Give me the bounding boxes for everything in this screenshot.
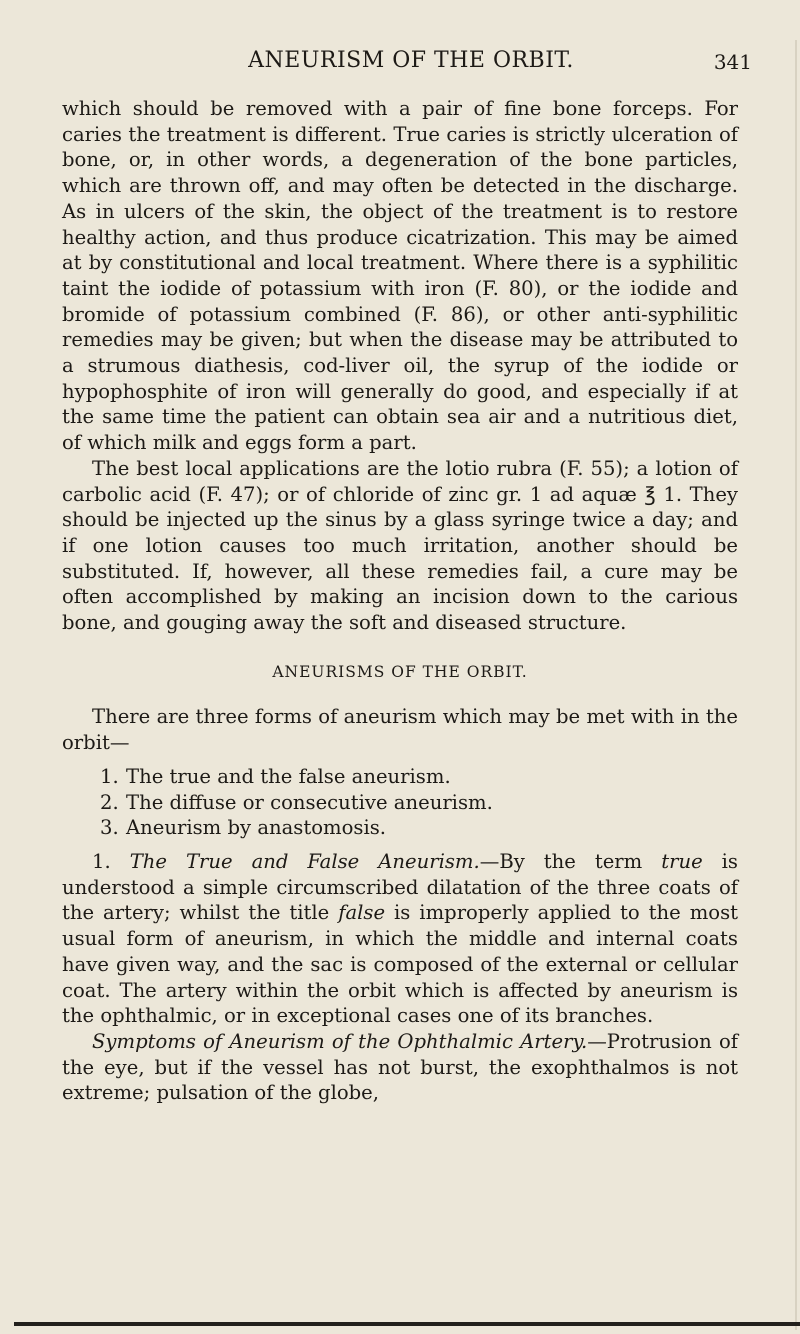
body-text — [62, 96, 738, 1106]
paragraph-three-forms: There are three forms of aneurism which may be met with in the orbit— — [62, 705, 738, 755]
paragraph-text: is understood a simple circumscribed dilatation of the three coats of the artery; whilst the title — [62, 849, 738, 925]
list-item — [62, 790, 738, 816]
paragraph-symptoms — [62, 1029, 738, 1106]
list-item-number: 3. — [100, 816, 119, 840]
list-item — [62, 815, 738, 841]
paragraph-caries-treatment: which should be removed with a pair of fine bone forceps. For caries the treatment is different. True caries is strictly ulceration of bone, or, in other words, a degeneration of the bone particles, which are thrown off, and may often be detected in the discharge. As in ulcers of the skin, the object of the treatment is to restore healthy action, and thus produce cicatrization. This may be aimed at by constitutional and local treatment. Where there is a syphilitic taint the iodide of potassium with iron (F. 80), or the iodide and bromide of potassium combined (F. 86), or other anti-syphilitic remedies may be given; but when the disease may be attributed to a strumous diathesis, cod-liver oil, the syrup of the iodide or hypophosphite of iron will generally do good, and especially if at the same time the patient can obtain sea air and a nutritious diet, of which milk and eggs form a part. — [62, 97, 738, 455]
paragraph-text: —Protrusion of the eye, but if the vessel has not burst, the exophthalmos is not extreme; pulsation of the globe, — [62, 1029, 738, 1105]
list-item — [62, 764, 738, 790]
running-title: ANEURISM OF THE ORBIT. — [248, 48, 574, 73]
list-item-number: 1. — [100, 764, 119, 788]
page-bottom-edge — [14, 1322, 800, 1326]
subsection-title: The True and False Aneurism. — [129, 849, 480, 873]
paragraph-text: —By the term — [479, 849, 662, 873]
list-item-text: The true and the false aneurism. — [126, 764, 451, 788]
paragraph-true-false-aneurism — [62, 849, 738, 1029]
section-heading: ANEURISMS OF THE ORBIT. — [272, 662, 528, 681]
paragraph-text: is improperly applied to the most usual form of aneurism, in which the middle and internal coats have given way, and the sac is composed of the external or cellular coat. The artery within the orbit which is affected by aneurism is the ophthalmic, or in exceptional cases one of its branches. — [62, 901, 738, 1028]
list-item-text: Aneurism by anastomosis. — [126, 816, 387, 840]
symptoms-title: Symptoms of Aneurism of the Ophthalmic Artery. — [92, 1029, 588, 1053]
list-item-text: The diffuse or consecutive aneurism. — [126, 790, 493, 814]
list-item-number: 2. — [100, 790, 119, 814]
term-true: true — [661, 849, 703, 873]
paragraph-local-applications: The best local applications are the lotio rubra (F. 55); a lotion of carbolic acid (F. 47); or of chloride of zinc gr. 1 ad aquæ ℥ 1. They should be injected up the sinus by a glass syringe twice a day; and if one lotion causes too much irritation, another should be substituted. If, however, all these remedies fail, a cure may be often accomplished by making an incision down to the carious bone, and gouging away the soft and diseased structure. — [62, 456, 738, 635]
subsection-number: 1. — [92, 849, 111, 873]
term-false: false — [338, 901, 386, 925]
page-number: 341 — [713, 50, 752, 74]
aneurism-forms-list — [62, 764, 738, 841]
page-edge-shadow — [795, 40, 797, 1330]
